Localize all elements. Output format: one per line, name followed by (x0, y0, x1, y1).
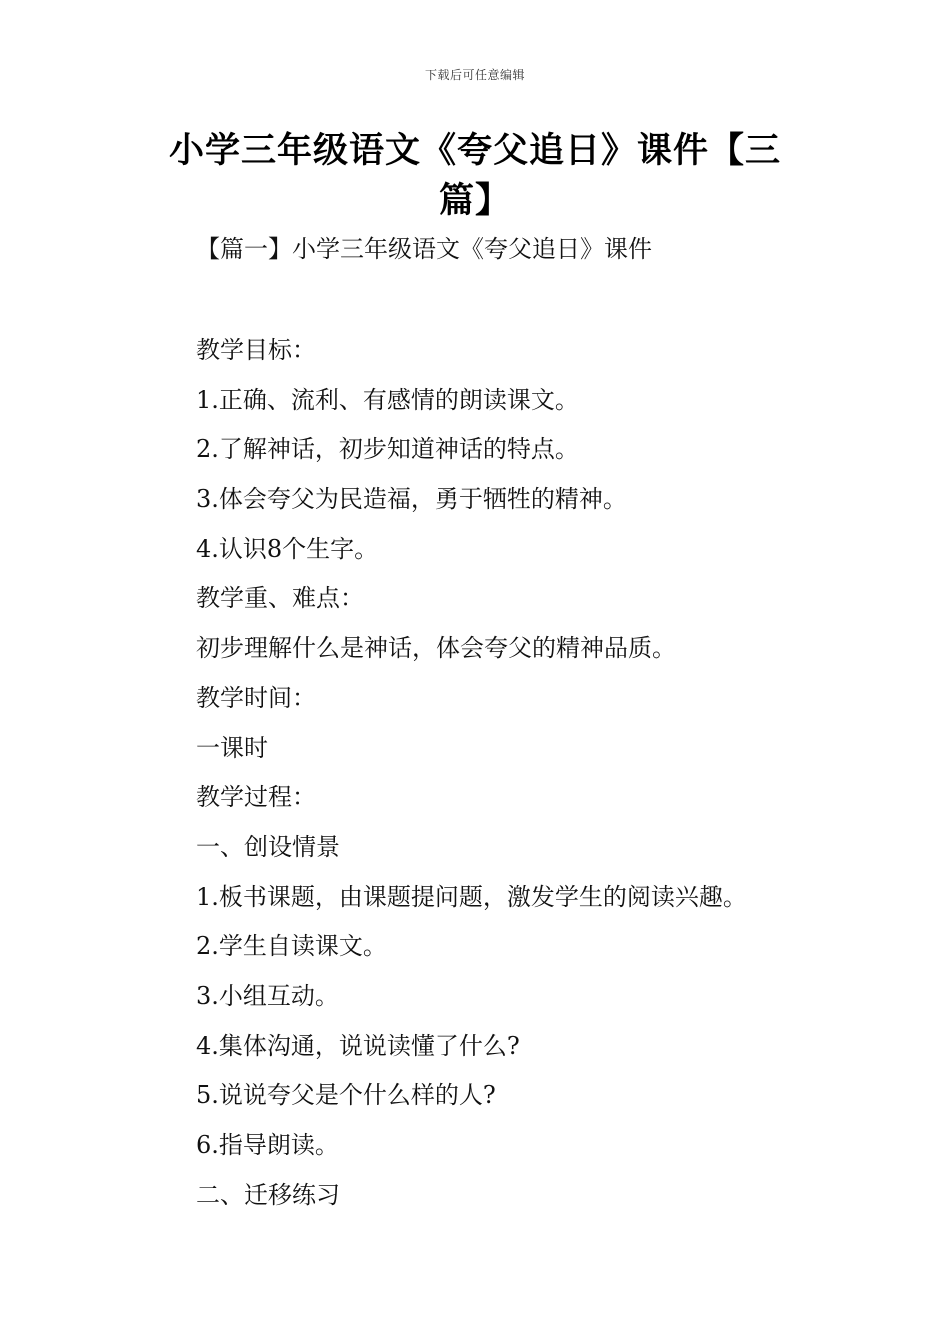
document-title: 小学三年级语文《夸父追日》课件【三篇】 (168, 131, 781, 221)
section-title: 【篇一】小学三年级语文《夸父追日》课件 (196, 235, 652, 263)
goal-item-4: 4.认识8个生字。 (196, 534, 379, 563)
process-step-heading-1: 一、创设情景 (196, 832, 340, 861)
process-item-1: 1.板书课题，由课题提问题，激发学生的阅读兴趣。 (196, 882, 747, 911)
process-item-6: 6.指导朗读。 (196, 1131, 339, 1159)
goal-item-1: 1.正确、流利、有感情的朗读课文。 (196, 385, 579, 414)
goal-item-3: 3.体会夸父为民造福，勇于牺牲的精神。 (196, 485, 627, 514)
process-step-heading-2: 二、迁移练习 (196, 1180, 340, 1209)
process-item-4: 4.集体沟通，说说读懂了什么? (196, 1031, 520, 1060)
lesson-plan-body (196, 333, 836, 1227)
heading-teaching-time: 教学时间： (196, 683, 316, 712)
heading-key-points: 教学重、难点： (196, 584, 364, 613)
process-item-5: 5.说说夸父是个什么样的人? (196, 1081, 496, 1110)
process-item-3: 3.小组互动。 (196, 981, 339, 1010)
process-item-2: 2.学生自读课文。 (196, 932, 387, 961)
teaching-time-text: 一课时 (196, 733, 268, 762)
heading-teaching-process: 教学过程： (196, 783, 316, 812)
key-points-text: 初步理解什么是神话，体会夸父的精神品质。 (196, 634, 676, 663)
heading-teaching-goals: 教学目标： (196, 336, 316, 364)
page-header-note: 下载后可任意编辑 (424, 68, 525, 82)
goal-item-2: 2.了解神话，初步知道神话的特点。 (196, 435, 579, 464)
